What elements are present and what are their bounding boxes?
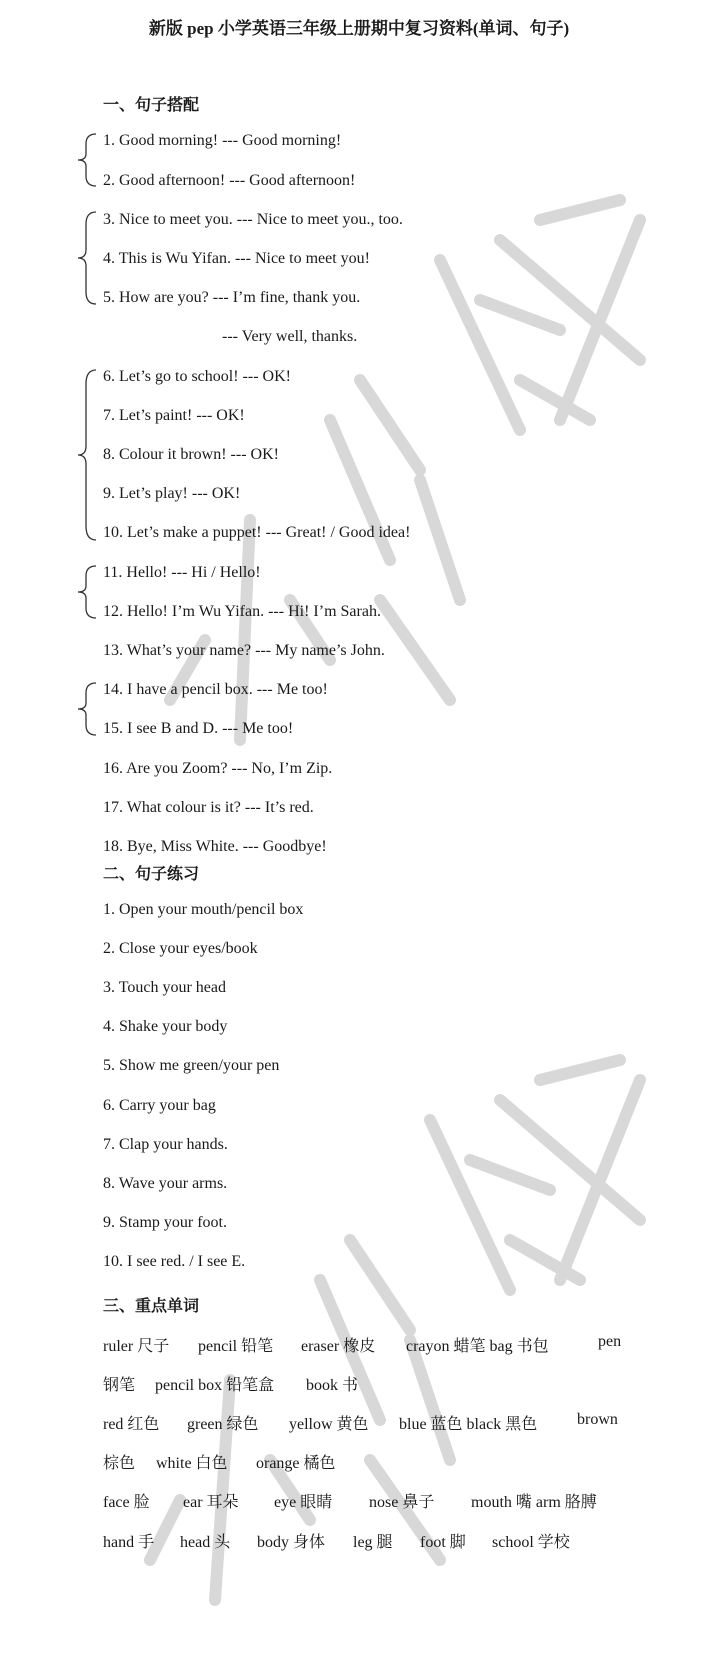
vocab-item: blue 蓝色 black 黑色	[399, 1416, 538, 1433]
vocab-item: eye 眼睛	[274, 1494, 333, 1511]
vocab-item: red 红色	[103, 1416, 160, 1433]
list-item: 2. Close your eyes/book	[103, 940, 258, 957]
vocab-item: hand 手	[103, 1534, 155, 1551]
vocab-item: pencil 铅笔	[198, 1338, 274, 1355]
list-item: 14. I have a pencil box. --- Me too!	[103, 681, 328, 698]
vocab-item: 钢笔	[103, 1377, 136, 1394]
list-item: 10. Let’s make a puppet! --- Great! / Good idea!	[103, 524, 411, 541]
vocab-item: book 书	[306, 1377, 359, 1394]
list-item: 15. I see B and D. --- Me too!	[103, 720, 294, 737]
list-item: 8. Wave your arms.	[103, 1175, 228, 1192]
list-item: 1. Open your mouth/pencil box	[103, 901, 304, 918]
list-item: 12. Hello! I’m Wu Yifan. --- Hi! I’m Sarah.	[103, 603, 381, 620]
brace-group-1-2	[72, 130, 102, 190]
vocab-item: ruler 尺子	[103, 1338, 170, 1355]
list-item: 16. Are you Zoom? --- No, I’m Zip.	[103, 760, 333, 777]
vocab-item: head 头	[180, 1534, 231, 1551]
list-item: 7. Let’s paint! --- OK!	[103, 407, 245, 424]
list-item: 5. Show me green/your pen	[103, 1057, 280, 1074]
list-item: 9. Stamp your foot.	[103, 1214, 227, 1231]
list-item: 6. Carry your bag	[103, 1097, 216, 1114]
vocab-item: white 白色	[156, 1455, 228, 1472]
vocab-item: crayon 蜡笔 bag 书包	[406, 1338, 549, 1355]
vocab-item: nose 鼻子	[369, 1494, 435, 1511]
list-item: 5. How are you? --- I’m fine, thank you.	[103, 289, 361, 306]
brace-group-14-15	[72, 679, 102, 739]
list-item: 13. What’s your name? --- My name’s John.	[103, 642, 385, 659]
vocab-item: pen	[598, 1333, 622, 1350]
list-item: 3. Touch your head	[103, 979, 226, 996]
list-item: 10. I see red. / I see E.	[103, 1253, 246, 1270]
vocab-item: orange 橘色	[256, 1455, 336, 1472]
list-item: 2. Good afternoon! --- Good afternoon!	[103, 172, 356, 189]
list-item: --- Very well, thanks.	[222, 328, 358, 345]
brace-group-3-5	[72, 208, 102, 308]
list-item: 17. What colour is it? --- It’s red.	[103, 799, 314, 816]
vocab-item: face 脸	[103, 1494, 150, 1511]
brace-group-6-10	[72, 366, 102, 544]
vocab-item: pencil box 铅笔盒	[155, 1377, 275, 1394]
vocab-item: yellow 黄色	[289, 1416, 369, 1433]
list-item: 11. Hello! --- Hi / Hello!	[103, 564, 261, 581]
page-title: 新版 pep 小学英语三年级上册期中复习资料(单词、句子)	[148, 19, 570, 38]
section-heading-key-words: 三、重点单词	[103, 1298, 200, 1315]
vocab-item: school 学校	[492, 1534, 570, 1551]
vocab-item: body 身体	[257, 1534, 326, 1551]
section-heading-sentence-matching: 一、句子搭配	[103, 97, 200, 114]
list-item: 9. Let’s play! --- OK!	[103, 485, 241, 502]
vocab-item: leg 腿	[353, 1534, 393, 1551]
list-item: 18. Bye, Miss White. --- Goodbye!	[103, 838, 327, 855]
list-item: 1. Good morning! --- Good morning!	[103, 132, 342, 149]
list-item: 3. Nice to meet you. --- Nice to meet you., too.	[103, 211, 403, 228]
list-item: 4. Shake your body	[103, 1018, 228, 1035]
list-item: 4. This is Wu Yifan. --- Nice to meet you!	[103, 250, 371, 267]
vocab-item: eraser 橡皮	[301, 1338, 376, 1355]
list-item: 7. Clap your hands.	[103, 1136, 228, 1153]
list-item: 6. Let’s go to school! --- OK!	[103, 368, 291, 385]
list-item: 8. Colour it brown! --- OK!	[103, 446, 279, 463]
section-heading-sentence-practice: 二、句子练习	[103, 866, 200, 883]
vocab-item: green 绿色	[187, 1416, 259, 1433]
vocab-item: ear 耳朵	[183, 1494, 239, 1511]
vocab-item: foot 脚	[420, 1534, 466, 1551]
vocab-item: brown	[577, 1411, 618, 1428]
brace-group-11-12	[72, 562, 102, 622]
vocab-item: 棕色	[103, 1455, 136, 1472]
vocab-item: mouth 嘴 arm 胳膊	[471, 1494, 597, 1511]
